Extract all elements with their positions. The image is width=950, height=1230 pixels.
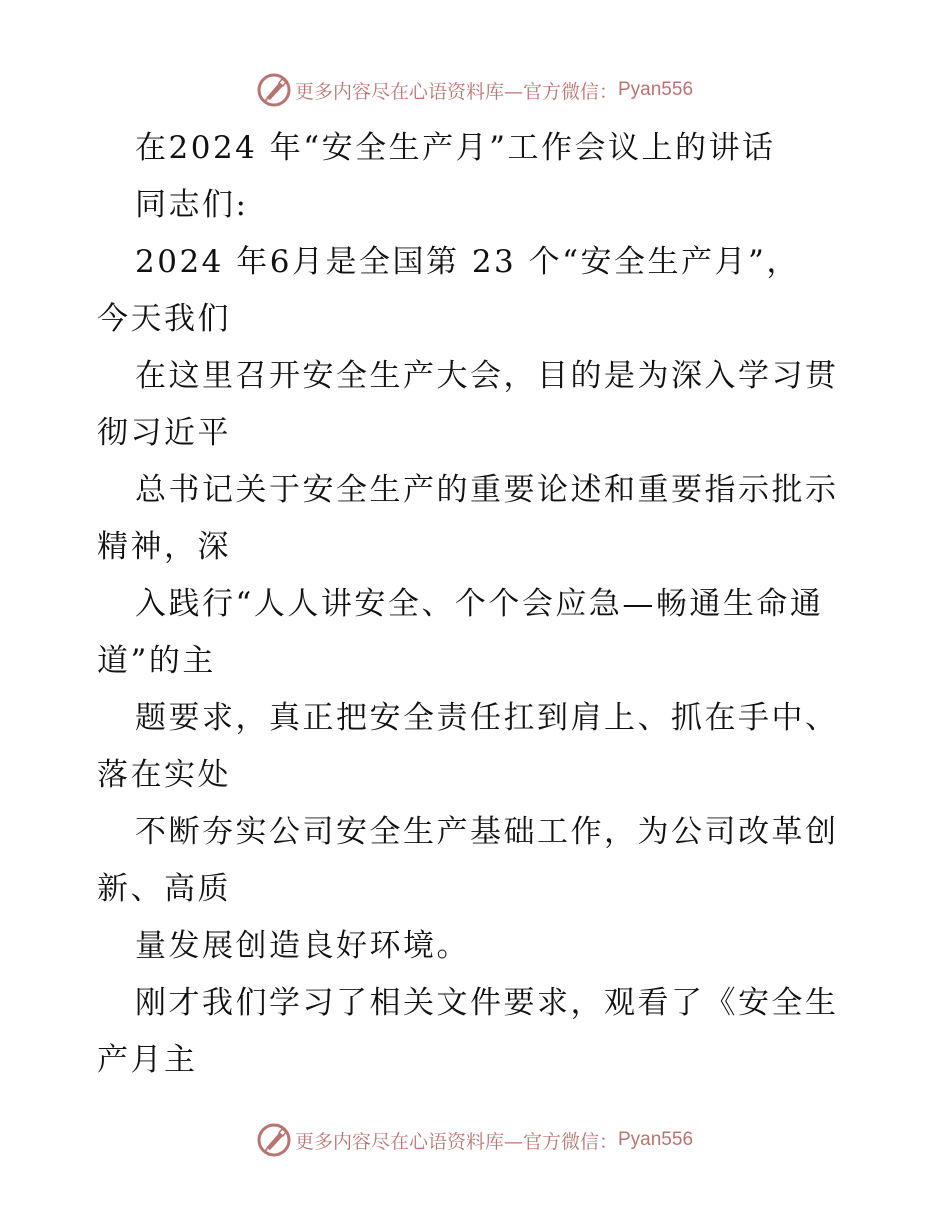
document-body: [97, 120, 857, 1089]
document-line: 新、高质: [97, 871, 231, 907]
footer-watermark-id: Pyan556: [618, 1129, 694, 1150]
document-line: 落在实处: [97, 757, 231, 793]
document-line: 产月主: [97, 1042, 198, 1078]
document-line: 精神，深: [97, 529, 231, 565]
document-line: 在2024 年“安全生产月”工作会议上的讲话: [135, 130, 776, 166]
header-watermark-id: Pyan556: [618, 79, 694, 100]
document-line: 同志们:: [135, 187, 249, 223]
pen-logo-icon: [257, 1123, 291, 1157]
document-line: 彻习近平: [97, 415, 231, 451]
document-line: 量发展创造良好环境。: [135, 928, 470, 964]
document-line: 道”的主: [97, 643, 216, 679]
document-line: 题要求，真正把安全责任扛到肩上、抓在手中、: [135, 700, 839, 736]
document-line: 入践行“人人讲安全、个个会应急—畅通生命通: [135, 586, 824, 622]
pen-logo-icon: [257, 73, 291, 107]
header-watermark-text: 更多内容尽在心语资料库—官方微信：: [294, 80, 618, 103]
document-line: 总书记关于安全生产的重要论述和重要指示批示: [135, 472, 839, 508]
document-line: 今天我们: [97, 301, 231, 337]
header-watermark: [0, 70, 950, 110]
footer-watermark-text: 更多内容尽在心语资料库—官方微信：: [294, 1130, 618, 1153]
document-line: 在这里召开安全生产大会，目的是为深入学习贯: [135, 358, 839, 394]
document-line: 刚才我们学习了相关文件要求，观看了《安全生: [135, 985, 839, 1021]
footer-watermark: [0, 1120, 950, 1160]
document-line: 2024 年6月是全国第 23 个“安全生产月”，: [135, 244, 800, 280]
document-line: 不断夯实公司安全生产基础工作，为公司改革创: [135, 814, 839, 850]
